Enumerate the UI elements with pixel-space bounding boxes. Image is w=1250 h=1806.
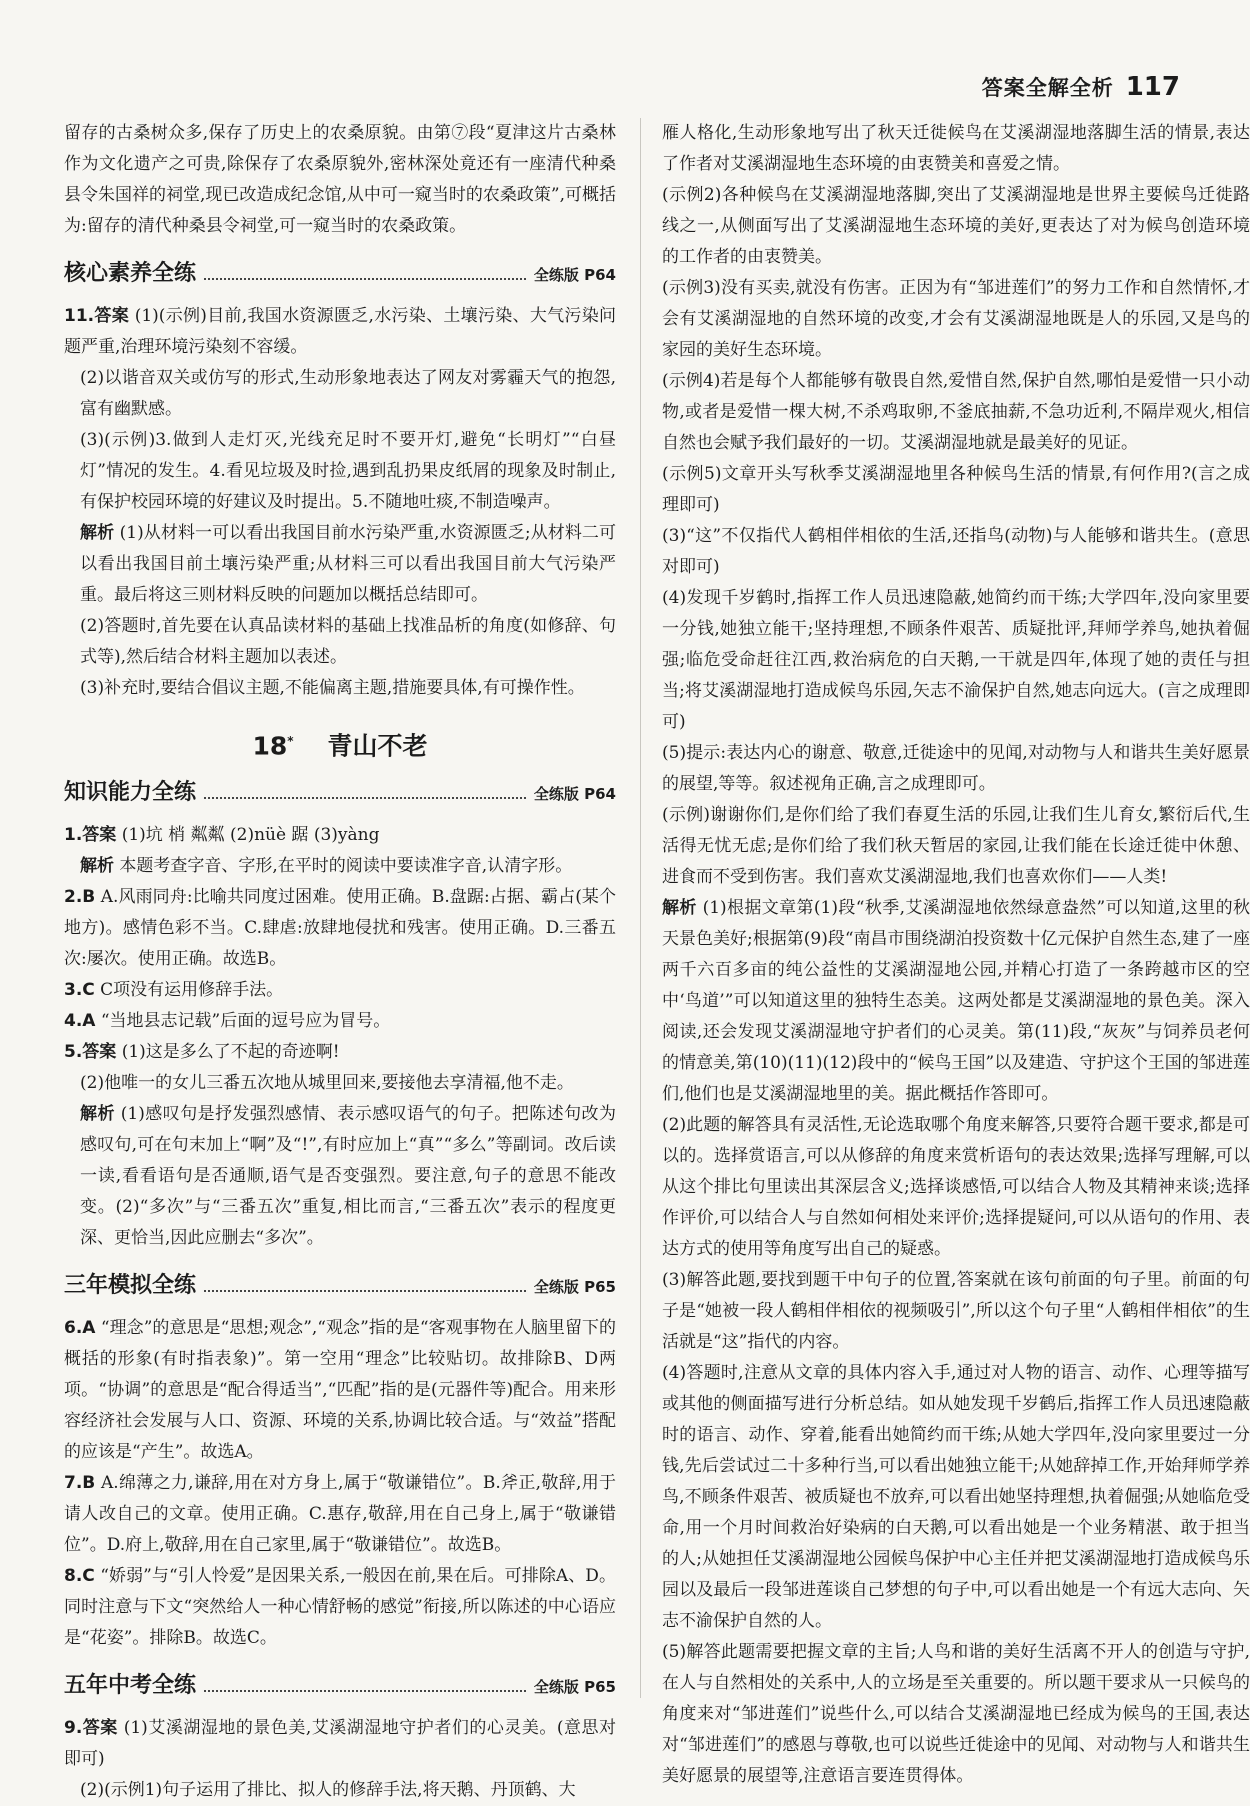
leader-dots [204,1690,526,1692]
lesson-number: 18 [252,731,288,761]
lesson-name: 青山不老 [327,731,428,761]
section-five-year [64,1670,616,1703]
paragraph: (示例4)若是每个人都能够有敬畏自然,爱惜自然,保护自然,哪怕是爱惜一只小动物,或者是爱惜一棵大树,不杀鸡取卵,不釜底抽薪,不急功近利,不隔岸观火,相信自然也会赋予我们最好的一切。艾溪湖湿地就是最美好的见证。 [662,371,1250,453]
section-page-ref: 全练版 P65 [533,1278,616,1297]
answer-8 [64,1561,616,1654]
answer-text: (3)(示例)3.做到人走灯灭,光线充足时不要开灯,避免“长明灯”“白昼灯”情况的发生。4.看见垃圾及时捡,遇到乱扔果皮纸屑的现象及时制止,有保护校园环境的好建议及时提出。5.不随地吐痰,不制造噪声。 [80,430,616,512]
answer-9 [64,1713,616,1775]
answer-4 [64,1006,616,1037]
answer-7 [64,1468,616,1561]
question-number: 3.C [64,980,95,1001]
section-knowledge [64,777,616,810]
paragraph: (3)“这”不仅指代人鹤相伴相依的生活,还指鸟(动物)与人能够和谐共生。(意思对即可) [662,526,1250,577]
answer-text: (2)以谐音双关或仿写的形式,生动形象地表达了网友对雾霾天气的抱怨,富有幽默感。 [80,368,616,419]
answer-text: (1)坑 梢 粼粼 (2)nüè 踞 (3)yàng [121,825,380,846]
answer-1 [64,820,616,851]
question-number: 11.答案 [64,306,129,326]
analysis-text: (2)答题时,首先要在认真品读材料的基础上找准品析的角度(如修辞、句式等),然后结合材料主题加以表述。 [80,616,616,667]
analysis-text: (3)解答此题,要找到题干中句子的位置,答案就在该句前面的句子里。前面的句子是“她被一段人鹤相伴相依的视频吸引”,所以这个句子里“人鹤相伴相依”的生活就是“这”指代的内容。 [662,1270,1250,1352]
section-title: 五年中考全练 [64,1673,197,1699]
answer-5 [64,1037,616,1068]
leader-dots [204,797,526,799]
answer-text: A.绵薄之力,谦辞,用在对方身上,属于“敬谦错位”。B.斧正,敬辞,用于请人改自己的文章。使用正确。C.惠存,敬辞,用在自己身上,属于“敬谦错位”。D.府上,敬辞,用在自己家里,属于“敬谦错位”。故选B。 [64,1473,617,1556]
paragraph: (4)发现千岁鹤时,指挥工作人员迅速隐蔽,她简约而干练;大学四年,没向家里要一分钱,她独立能干;坚持理想,不顾条件艰苦、质疑批评,拜师学养鸟,她执着倔强;临危受命赶往江西,救治病危的白天鹅,一干就是四年,体现了她的责任与担当;将艾溪湖湿地打造成候鸟乐园,矢志不渝保护自然,她志向远大。(言之成理即可) [662,588,1250,732]
analysis-text: (1)从材料一可以看出我国目前水污染严重,水资源匮乏;从材料二可以看出我国目前土壤污染严重;从材料三可以看出我国目前大气污染严重。最后将这三则材料反映的问题加以概括总结即可。 [80,523,617,605]
leader-dots [204,1290,526,1292]
answer-text: (1)艾溪湖湿地的景色美,艾溪湖湿地守护者们的心灵美。(意思对即可) [64,1718,617,1770]
answer-text: “当地县志记载”后面的逗号应为冒号。 [100,1011,391,1032]
section-page-ref: 全练版 P64 [533,785,616,804]
question-number: 4.A [64,1011,96,1032]
answer-text: C项没有运用修辞手法。 [100,980,284,1001]
column-divider [640,118,641,1698]
analysis-text: 本题考查字音、字形,在平时的阅读中要读准字音,认清字形。 [119,856,573,877]
section-title: 知识能力全练 [64,780,197,806]
paragraph: 雁人格化,生动形象地写出了秋天迁徙候鸟在艾溪湖湿地落脚生活的情景,表达了作者对艾溪湖湿地生态环境的由衷赞美和喜爱之情。 [662,123,1250,174]
page-number: 117 [1125,72,1180,102]
answer-3 [64,975,616,1006]
section-core-literacy [64,258,616,291]
header-label: 答案全解全析 [981,76,1114,100]
answer-text: (2)他唯一的女儿三番五次地从城里回来,要接他去享清福,他不走。 [80,1073,574,1094]
analysis-text: (1)根据文章第(1)段“秋季,艾溪湖湿地依然绿意盎然”可以知道,这里的秋天景色美好;根据第(9)段“南昌市围绕湖泊投资数十亿元保护自然生态,建了一座两千六百多亩的纯公益性的艾溪湖湿地公园,并精心打造了一条跨越市区的空中‘鸟道’”可以知道这里的独特生态美。这两处都是艾溪湖湿地的景色美。深入阅读,还会发现艾溪湖湿地守护者们的心灵美。第(11)段,“灰灰”与饲养员老何的情意美,第(10)(11)(12)段中的“候鸟王国”以及建造、守护这个王国的邹进莲们,他们也是艾溪湖湿地里的美。据此概括作答即可。 [662,898,1250,1104]
answer-text: (2)(示例1)句子运用了排比、拟人的修辞手法,将天鹅、丹顶鹤、大 [80,1780,576,1801]
analysis-text: (5)解答此题需要把握文章的主旨;人鸟和谐的美好生活离不开人的创造与守护,在人与自然相处的关系中,人的立场是至关重要的。所以题干要求从一只候鸟的角度来对“邹进莲们”说些什么,可以结合艾溪湖湿地已经成为候鸟的王国,表达对“邹进莲们”的感恩与尊敬,也可以说些迁徙途中的见闻、对动物与人和谐共生美好愿景的展望等,注意语言要连贯得体。 [662,1642,1250,1786]
section-title: 三年模拟全练 [64,1273,197,1299]
leader-dots [204,278,526,280]
analysis-text: (2)此题的解答具有灵活性,无论选取哪个角度来解答,只要符合题干要求,都是可以的。选择赏语言,可以从修辞的角度来赏析语句的表达效果;选择写理解,可以从这个排比句里读出其深层含义;选择谈感悟,可以结合人物及其精神来谈;选择作评价,可以结合人与自然如何相处来评价;选择提疑问,可以从语句的作用、表达方式的使用等角度写出自己的疑惑。 [662,1115,1250,1259]
analysis-5 [64,1099,616,1254]
paragraph: (示例5)文章开头写秋季艾溪湖湿地里各种候鸟生活的情景,有何作用?(言之成理即可) [662,464,1250,515]
answer-2 [64,882,616,975]
intro-paragraph: 留存的古桑树众多,保存了历史上的农桑原貌。由第⑦段“夏津这片古桑林作为文化遗产之可贵,除保存了农桑原貌外,密林深处竟还有一座清代种桑县令朱国祥的祠堂,现已改造成纪念馆,从中可一窥当时的农桑政策”,可概括为:留存的清代种桑县令祠堂,可一窥当时的农桑政策。 [64,123,616,236]
question-number: 7.B [64,1473,96,1494]
answer-text: A.风雨同舟:比喻共同度过困难。使用正确。B.盘踞:占据、霸占(某个地方)。感情色彩不当。C.肆虐:放肆地侵扰和残害。使用正确。D.三番五次:屡次。使用正确。故选B。 [64,887,617,970]
question-number: 6.A [64,1318,96,1339]
analysis-label: 解析 [80,856,114,877]
analysis-text: (3)补充时,要结合倡议主题,不能偏离主题,措施要具体,有可操作性。 [80,678,585,698]
section-title: 核心素养全练 [64,261,197,286]
analysis-label: 解析 [662,898,697,918]
left-column [64,118,616,1806]
paragraph: (示例3)没有买卖,就没有伤害。正因为有“邹进莲们”的努力工作和自然情怀,才会有艾溪湖湿地的自然环境的改变,才会有艾溪湖湿地既是人的乐园,又是鸟的家园的美好生态环境。 [662,278,1250,360]
right-column [662,118,1250,1792]
question-number: 2.B [64,887,96,908]
lesson-title [64,726,616,761]
answer-text: (1)(示例)目前,我国水资源匮乏,水污染、土壤污染、大气污染问题严重,治理环境污染刻不容缓。 [64,306,617,357]
analysis-text: (4)答题时,注意从文章的具体内容入手,通过对人物的语言、动作、心理等描写或其他的侧面描写进行分析总结。如从她发现千岁鹤后,指挥工作人员迅速隐蔽时的语言、动作、穿着,能看出她简约而干练;从她大学四年,没向家里要过一分钱,先后尝试过二十多种行当,可以看出她独立能干;从她辞掉工作,开始拜师学养鸟,不顾条件艰苦、被质疑也不放弃,可以看出她坚持理想,执着倔强;从她临危受命,用一个月时间救治好染病的白天鹅,可以看出她是一个业务精湛、敢于担当的人;从她担任艾溪湖湿地公园候鸟保护中心主任并把艾溪湖湿地打造成候鸟乐园以及最后一段邹进莲谈自己梦想的句子中,可以看出她是一个有远大志向、矢志不渝保护自然的人。 [662,1363,1250,1631]
question-number: 1.答案 [64,825,117,846]
question-number: 8.C [64,1566,95,1587]
answer-text: “娇弱”与“引人怜爱”是因果关系,一般因在前,果在后。可排除A、D。同时注意与下文“突然给人一种心情舒畅的感觉”衔接,所以陈述的中心语应是“花姿”。排除B。故选C。 [64,1566,617,1649]
section-page-ref: 全练版 P65 [533,1678,616,1697]
section-three-year [64,1270,616,1303]
question-number: 5.答案 [64,1042,117,1063]
analysis-text: (1)感叹句是抒发强烈感情、表示感叹语气的句子。把陈述句改为感叹句,可在句末加上“啊”及“!”,有时应加上“真”“多么”等副词。改后读一读,看看语句是否通顺,语气是否变强烈。要注意,句子的意思不能改变。(2)“多次”与“三番五次”重复,相比而言,“三番五次”表示的程度更深、更恰当,因此应删去“多次”。 [80,1104,616,1249]
page-header [982,72,1180,102]
answer-6 [64,1313,616,1468]
analysis-label: 解析 [80,1104,115,1125]
question-number: 9.答案 [64,1718,118,1739]
answer-text: “理念”的意思是“思想;观念”,“观念”指的是“客观事物在人脑里留下的概括的形象(有时指表象)”。第一空用“理念”比较贴切。故排除B、D两项。“协调”的意思是“配合得适当”,“匹配”指的是(元器件等)配合。用来形容经济社会发展与人口、资源、环境的关系,协调比较合适。与“效益”搭配的应该是“产生”。故选A。 [64,1318,617,1463]
analysis-9 [662,893,1250,1110]
paragraph: (示例2)各种候鸟在艾溪湖湿地落脚,突出了艾溪湖湿地是世界主要候鸟迁徙路线之一,从侧面写出了艾溪湖湿地生态环境的美好,更表达了对为候鸟创造环境的工作者的由衷赞美。 [662,185,1250,267]
paragraph: (5)提示:表达内心的谢意、敬意,迁徙途中的见闻,对动物与人和谐共生美好愿景的展望,等等。叙述视角正确,言之成理即可。 [662,743,1250,794]
analysis-label: 解析 [80,523,115,543]
section-page-ref: 全练版 P64 [533,266,616,284]
analysis-11 [64,518,616,611]
lesson-mark: * [287,734,294,748]
answer-text: (1)这是多么了不起的奇迹啊! [121,1042,340,1063]
answer-11 [64,301,616,363]
analysis-1 [64,851,616,882]
paragraph: (示例)谢谢你们,是你们给了我们春夏生活的乐园,让我们生儿育女,繁衍后代,生活得无忧无虑;是你们给了我们秋天暂居的家园,让我们能在长途迁徙中休憩、进食而不受到伤害。我们喜欢艾溪湖湿地,我们也喜欢你们——人类! [662,805,1250,887]
